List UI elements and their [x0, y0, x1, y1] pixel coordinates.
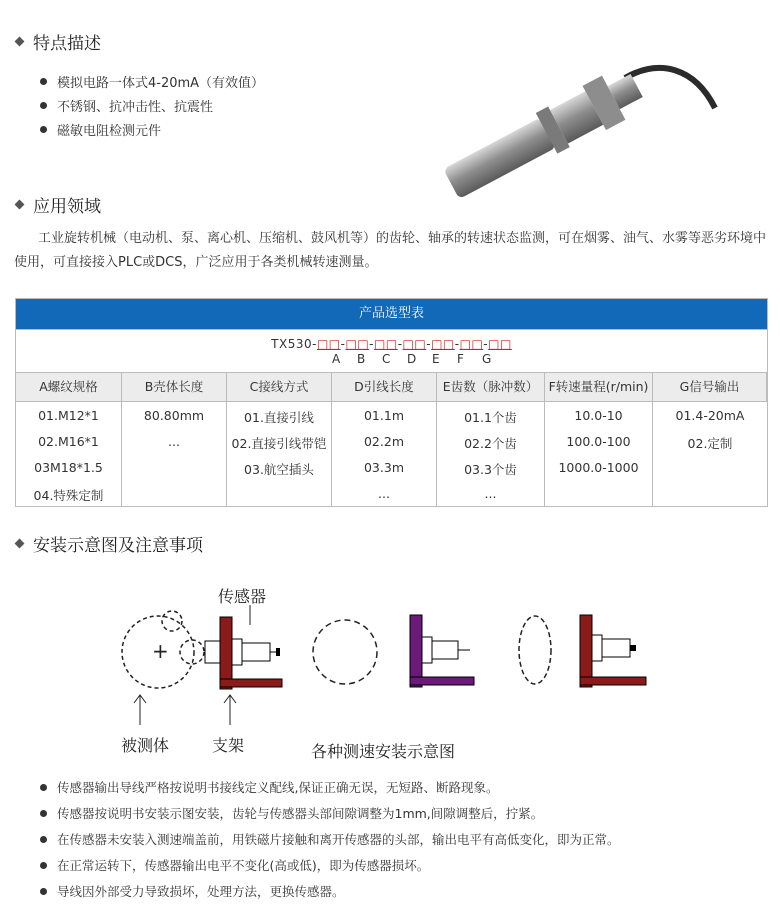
table-cell: 03.3m [363, 460, 404, 475]
table-cell: 02.2个齿 [464, 436, 517, 451]
arrow-bracket-icon [224, 695, 236, 725]
model-separator: - [483, 337, 489, 351]
table-column [653, 402, 767, 506]
gear-target-icon-2 [313, 620, 377, 684]
note-text: 导线因外部受力导致损坏，处理方法，更换传感器。 [57, 884, 345, 899]
model-prefix: TX530- [271, 337, 317, 351]
install-title: 安装示意图及注意事项 [33, 536, 203, 556]
feature-text: 不锈钢、抗冲击性、抗震性 [57, 99, 214, 115]
table-cell: 01.1个齿 [464, 410, 517, 425]
model-separator: - [454, 337, 460, 351]
table-column [545, 402, 653, 506]
model-letter: C [382, 352, 391, 366]
table-column [437, 402, 545, 506]
feature-item [40, 93, 264, 117]
diamond-bullet-icon [15, 37, 25, 47]
spec-grid [16, 372, 767, 506]
column-header: A螺纹规格 [16, 373, 122, 402]
bullet-dot-icon [40, 784, 47, 791]
model-separator: - [397, 337, 403, 351]
applications-title: 应用领域 [33, 197, 101, 217]
note-item [40, 800, 620, 826]
note-text: 传感器按说明书安装示图安装，齿轮与传感器头部间隙调整为1mm,间隙调整后，拧紧。 [57, 806, 544, 821]
bullet-dot-icon [40, 126, 47, 133]
column-header: F转速量程(r/min) [545, 373, 653, 402]
model-letter: D [407, 352, 417, 366]
table-cell: 01.直接引线 [244, 410, 314, 425]
column-header: B壳体长度 [122, 373, 227, 402]
note-item [40, 852, 620, 878]
features-heading [16, 29, 101, 54]
applications-text: 工业旋转机械（电动机、泵、离心机、压缩机、鼓风机等）的齿轮、轴承的转速状态监测，可在烟雾、油气、水雾等恶劣环境中使用，可直接接入PLC或DCS，广泛应用于各类机械转速测量。 [14, 231, 767, 270]
column-header: G信号输出 [653, 373, 767, 402]
bracket-red-2 [580, 615, 646, 687]
sensor-product-photo [420, 48, 730, 198]
column-header: E齿数（脉冲数） [437, 373, 545, 402]
column-header: D引线长度 [332, 373, 437, 402]
note-text: 在传感器未安装入测速端盖前，用铁磁片接触和离开传感器的头部，输出电平有高低变化，即为正常。 [57, 832, 620, 847]
table-cell: 100.0-100 [566, 434, 631, 449]
bracket-purple [410, 615, 474, 687]
model-placeholder: □□ [345, 337, 370, 351]
model-separator: - [340, 337, 346, 351]
table-cell: 10.0-10 [574, 408, 623, 423]
table-cell: 04.特殊定制 [33, 488, 104, 503]
table-title: 产品选型表 [16, 299, 767, 329]
table-cell: 02.定制 [687, 436, 733, 451]
notes-list [40, 774, 620, 904]
table-cell: 02.2m [363, 434, 404, 449]
table-cell: 03M18*1.5 [34, 460, 103, 475]
bullet-dot-icon [40, 810, 47, 817]
column-header: C接线方式 [227, 373, 332, 402]
table-column [16, 402, 122, 506]
model-placeholder: □□ [374, 337, 398, 351]
table-cell: 03.3个齿 [464, 462, 517, 477]
model-placeholder: □□ [459, 337, 484, 351]
table-cell: 1000.0-1000 [558, 460, 639, 475]
label-bracket: 支架 [212, 736, 245, 755]
note-item [40, 878, 620, 904]
features-list [40, 69, 264, 141]
table-cell: ... [168, 434, 180, 449]
label-target: 被测体 [121, 736, 170, 755]
table-cell: ... [484, 486, 497, 501]
model-letter: A [332, 352, 341, 366]
feature-text: 模拟电路一体式4-20mA（有效值） [57, 75, 265, 91]
note-item [40, 774, 620, 800]
table-cell: 01.M12*1 [38, 408, 99, 423]
table-column [122, 402, 227, 506]
feature-text: 磁敏电阻检测元件 [57, 123, 162, 139]
label-sensor: 传感器 [218, 587, 267, 606]
model-separator: - [426, 337, 432, 351]
note-text: 传感器输出导线严格按说明书接线定义配线,保证正确无误，无短路、断路现象。 [57, 780, 499, 795]
bullet-dot-icon [40, 888, 47, 895]
model-letter: E [432, 352, 440, 366]
table-column [332, 402, 437, 506]
diagram-caption: 各种测速安装示意图 [311, 742, 456, 761]
table-cell: 02.M16*1 [38, 434, 99, 449]
table-cell: 02.直接引线带铠 [231, 436, 327, 451]
model-separator: - [369, 337, 375, 351]
model-code-row [16, 329, 767, 372]
model-placeholder: □□ [488, 337, 512, 351]
arrow-target-icon [134, 695, 146, 725]
installation-diagram [100, 575, 680, 755]
bullet-dot-icon [40, 862, 47, 869]
diamond-bullet-icon [15, 539, 25, 549]
center-plus-icon: + [152, 639, 169, 663]
model-letter: B [357, 352, 366, 366]
selection-table [15, 298, 768, 507]
model-letter: G [482, 352, 492, 366]
note-text: 在正常运转下，传感器输出电平不变化(高或低)，即为传感器损坏。 [57, 858, 430, 873]
table-cell: 03.航空插头 [244, 462, 314, 477]
bullet-dot-icon [40, 836, 47, 843]
features-title: 特点描述 [33, 34, 101, 54]
install-heading [16, 531, 203, 556]
feature-item [40, 69, 264, 93]
bracket-red-1 [205, 617, 282, 689]
bullet-dot-icon [40, 102, 47, 109]
table-cell: 80.80mm [143, 408, 205, 423]
gear-target-icon-3 [519, 616, 551, 684]
applications-heading [16, 192, 101, 217]
model-letter: F [457, 352, 464, 366]
model-letters [16, 352, 767, 366]
model-placeholder: □□ [402, 337, 427, 351]
table-cell: 01.4-20mA [675, 408, 745, 423]
table-cell: ... [378, 486, 390, 501]
model-placeholder: □□ [316, 337, 341, 351]
diamond-bullet-icon [15, 200, 25, 210]
note-item [40, 826, 620, 852]
model-code [16, 337, 767, 351]
table-cell: 01.1m [363, 408, 404, 423]
model-placeholder: □□ [431, 337, 455, 351]
bullet-dot-icon [40, 78, 47, 85]
table-column [227, 402, 332, 506]
feature-item [40, 117, 264, 141]
